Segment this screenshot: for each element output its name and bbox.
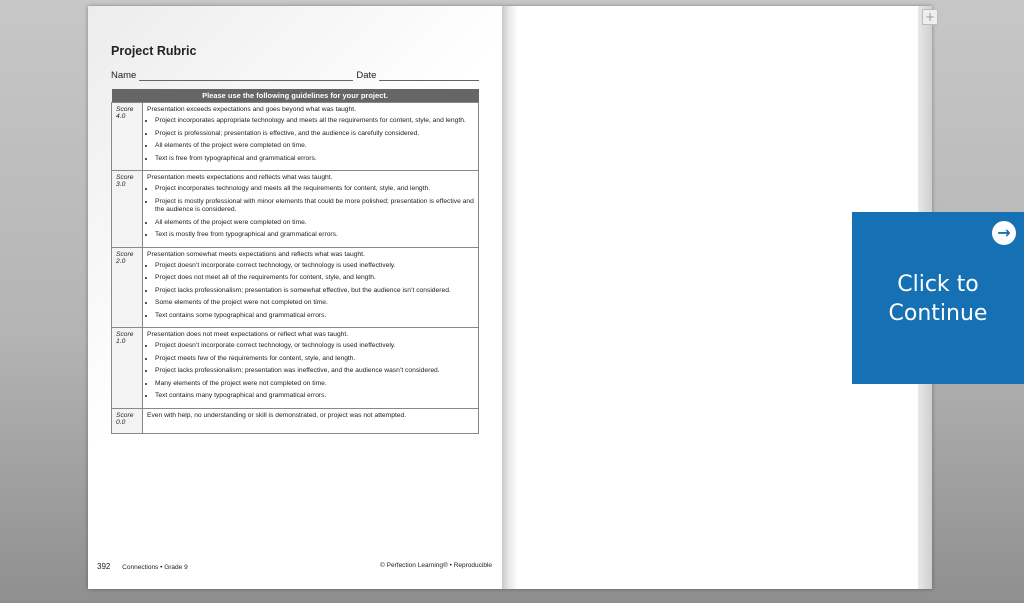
criteria-item: • Project does not meet all of the requirements for content, style, and length. xyxy=(155,274,474,283)
copyright: © Perfection Learning® • Reproducible xyxy=(380,562,492,569)
criteria-item: • Text is mostly free from typographical and grammatical errors. xyxy=(155,231,474,240)
score-cell xyxy=(112,328,143,409)
page-title: Project Rubric xyxy=(111,44,197,58)
score-label: Score xyxy=(116,411,134,419)
score-label: Score xyxy=(116,174,134,181)
description-cell xyxy=(143,408,479,433)
plus-icon[interactable]: + xyxy=(922,9,938,25)
score-summary: Presentation exceeds expectations and goes beyond what was taught. xyxy=(147,106,356,113)
name-line xyxy=(139,71,353,81)
rubric-row xyxy=(112,247,479,328)
guidelines-header: Please use the following guidelines for your project. xyxy=(112,89,479,103)
score-cell xyxy=(112,247,143,328)
score-label: Score xyxy=(116,250,134,258)
criteria-item: • Project is mostly professional with minor elements that could be more polished; presentation is effective and the audience is considered. xyxy=(155,198,474,215)
rubric-row xyxy=(112,408,479,433)
arrow-right-circle-icon: → xyxy=(992,221,1016,245)
score-summary: Presentation does not meet expectations or reflect what was taught. xyxy=(147,331,349,338)
description-cell xyxy=(143,328,479,409)
criteria-item: • Project lacks professionalism; presentation is somewhat effective, but the audience isn’t considered. xyxy=(155,287,474,296)
criteria-item: • Many elements of the project were not completed on time. xyxy=(155,380,474,389)
name-label: Name xyxy=(111,70,137,81)
score-value: 3.0 xyxy=(116,181,126,188)
score-summary: Presentation meets expectations and reflects what was taught. xyxy=(147,174,333,181)
criteria-list xyxy=(147,262,474,321)
score-summary: Even with help, no understanding or skill is demonstrated, or project was not attempted. xyxy=(147,411,407,419)
description-cell xyxy=(143,247,479,328)
criteria-item: • Some elements of the project were not completed on time. xyxy=(155,299,474,308)
criteria-item: • Project incorporates appropriate technology and meets all the requirements for content, style, and length. xyxy=(155,117,474,126)
rubric-row xyxy=(112,171,479,248)
score-cell xyxy=(112,103,143,171)
left-page xyxy=(88,6,502,589)
score-value: 0.0 xyxy=(116,418,126,426)
description-cell xyxy=(143,103,479,171)
rubric-row xyxy=(112,103,479,171)
criteria-item: • Project incorporates technology and meets all the requirements for content, style, and length. xyxy=(155,185,474,194)
criteria-item: • Project doesn’t incorporate correct technology, or technology is used ineffectively. xyxy=(155,342,474,351)
criteria-list xyxy=(147,185,474,240)
page-number: 392 xyxy=(97,562,111,571)
criteria-item: • Project meets few of the requirements for content, style, and length. xyxy=(155,355,474,364)
page-footer xyxy=(97,562,492,571)
criteria-item: • Text is free from typographical and grammatical errors. xyxy=(155,155,474,164)
score-summary: Presentation somewhat meets expectations and reflects what was taught. xyxy=(147,250,365,258)
score-value: 4.0 xyxy=(116,113,126,120)
book-info: Connections • Grade 9 xyxy=(122,564,188,571)
continue-label xyxy=(852,270,1024,328)
continue-label-line1: Click to xyxy=(897,272,979,297)
book-gutter xyxy=(502,6,518,589)
score-cell xyxy=(112,408,143,433)
score-label: Score xyxy=(116,106,134,113)
criteria-item: • Project lacks professionalism; presentation was ineffective, and the audience wasn’t considered. xyxy=(155,367,474,376)
criteria-item: • Project doesn’t incorporate correct technology, or technology is used ineffectively. xyxy=(155,262,474,271)
criteria-list xyxy=(147,342,474,401)
score-cell xyxy=(112,171,143,248)
criteria-list xyxy=(147,117,474,163)
criteria-item: • Text contains many typographical and grammatical errors. xyxy=(155,392,474,401)
score-label: Score xyxy=(116,331,134,338)
name-date-row xyxy=(111,70,479,81)
ebook-spread xyxy=(88,6,936,589)
score-value: 1.0 xyxy=(116,338,126,345)
continue-label-line2: Continue xyxy=(888,301,988,326)
score-value: 2.0 xyxy=(116,257,126,265)
criteria-item: • Project is professional; presentation is effective, and the audience is carefully considered. xyxy=(155,130,474,139)
rubric-row xyxy=(112,328,479,409)
criteria-item: • All elements of the project were completed on time. xyxy=(155,142,474,151)
click-to-continue-button[interactable] xyxy=(852,212,1024,384)
rubric-table xyxy=(111,89,479,434)
description-cell xyxy=(143,171,479,248)
date-line xyxy=(379,71,479,81)
criteria-item: • Text contains some typographical and grammatical errors. xyxy=(155,312,474,321)
date-label: Date xyxy=(356,70,377,81)
criteria-item: • All elements of the project were completed on time. xyxy=(155,219,474,228)
